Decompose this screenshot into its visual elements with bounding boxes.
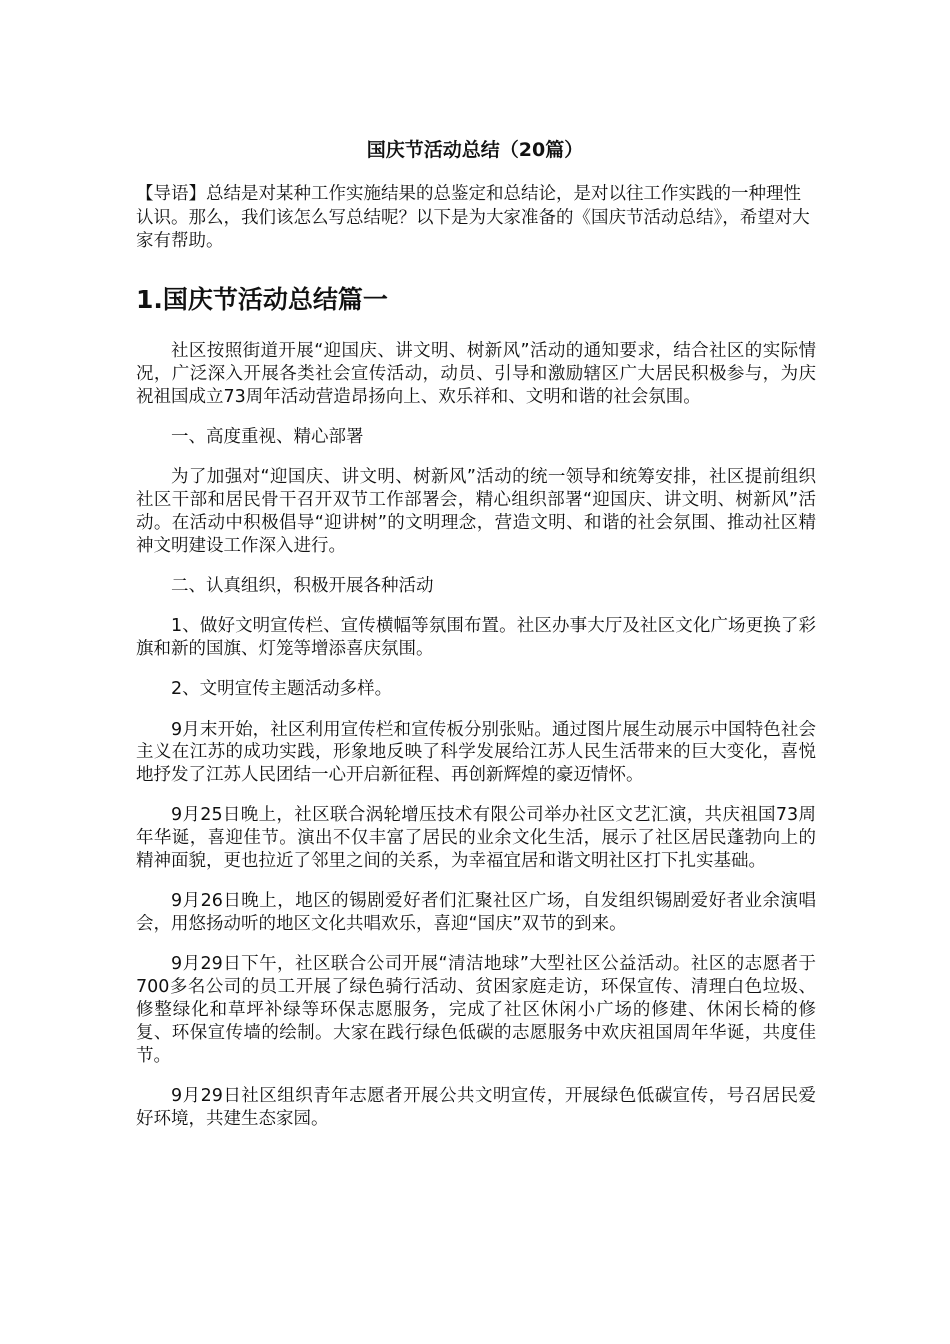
paragraph-sept-26: 9月26日晚上，地区的锡剧爱好者们汇聚社区广场，自发组织锡剧爱好者业余演唱会，用悠扬动听的地区文化共唱欢乐，喜迎“国庆”双节的到来。 bbox=[136, 891, 816, 935]
section-body bbox=[136, 340, 816, 1148]
paragraph-deployment: 为了加强对“迎国庆、讲文明、树新风”活动的统一领导和统筹安排，社区提前组织社区干部和居民骨干召开双节工作部署会，精心组织部署“迎国庆、讲文明、树新风”活动。在活动中积极倡导“迎讲树”的文明理念，营造文明、和谐的社会氛围、推动社区精神文明建设工作深入进行。 bbox=[136, 467, 816, 556]
paragraph-sept-25: 9月25日晚上，社区联合涡轮增压技术有限公司举办社区文艺汇演，共庆祖国73周年华诞，喜迎佳节。演出不仅丰富了居民的业余文化生活，展示了社区居民蓬勃向上的精神面貌，更也拉近了邻里之间的关系，为幸福宜居和谐文明社区打下扎实基础。 bbox=[136, 805, 816, 872]
paragraph-end-september: 9月末开始，社区利用宣传栏和宣传板分别张贴。通过图片展生动展示中国特色社会主义在江苏的成功实践，形象地反映了科学发展给江苏人民生活带来的巨大变化，喜悦地抒发了江苏人民团结一心开启新征程、再创新辉煌的豪迈情怀。 bbox=[136, 719, 816, 786]
paragraph-decoration: 1、做好文明宣传栏、宣传横幅等氛围布置。社区办事大厅及社区文化广场更换了彩旗和新的国旗、灯笼等增添喜庆氛围。 bbox=[136, 616, 816, 659]
intro-paragraph: 【导语】总结是对某种工作实施结果的总鉴定和总结论，是对以往工作实践的一种理性认识。那么，我们该怎么写总结呢？以下是为大家准备的《国庆节活动总结》，希望对大家有帮助。 bbox=[136, 184, 810, 251]
paragraph-sept-29-youth: 9月29日社区组织青年志愿者开展公共文明宣传，开展绿色低碳宣传，号召居民爱好环境，共建生态家园。 bbox=[136, 1085, 816, 1129]
subheading-activities: 二、认真组织，积极开展各种活动 bbox=[171, 575, 434, 596]
paragraph-theme-activities: 2、文明宣传主题活动多样。 bbox=[171, 679, 393, 700]
section-heading: 1.国庆节活动总结篇一 bbox=[136, 285, 388, 314]
document-title: 国庆节活动总结（20篇） bbox=[366, 139, 584, 161]
paragraph-sept-29-afternoon: 9月29日下午，社区联合公司开展“清洁地球”大型社区公益活动。社区的志愿者于700多名公司的员工开展了绿色骑行活动、贫困家庭走访，环保宣传、清理白色垃圾、修整绿化和草坪补绿等环保志愿服务，完成了社区休闲小广场的修建、休闲长椅的修复、环保宣传墙的绘制。大家在践行绿色低碳的志愿服务中欢庆祖国周年华诞，共度佳节。 bbox=[136, 954, 816, 1066]
paragraph-community-overview: 社区按照街道开展“迎国庆、讲文明、树新风”活动的通知要求，结合社区的实际情况，广泛深入开展各类社会宣传活动，动员、引导和激励辖区广大居民积极参与，为庆祝祖国成立73周年活动营造昂扬向上、欢乐祥和、文明和谐的社会氛围。 bbox=[136, 341, 816, 407]
subheading-deployment: 一、高度重视、精心部署 bbox=[171, 426, 364, 447]
